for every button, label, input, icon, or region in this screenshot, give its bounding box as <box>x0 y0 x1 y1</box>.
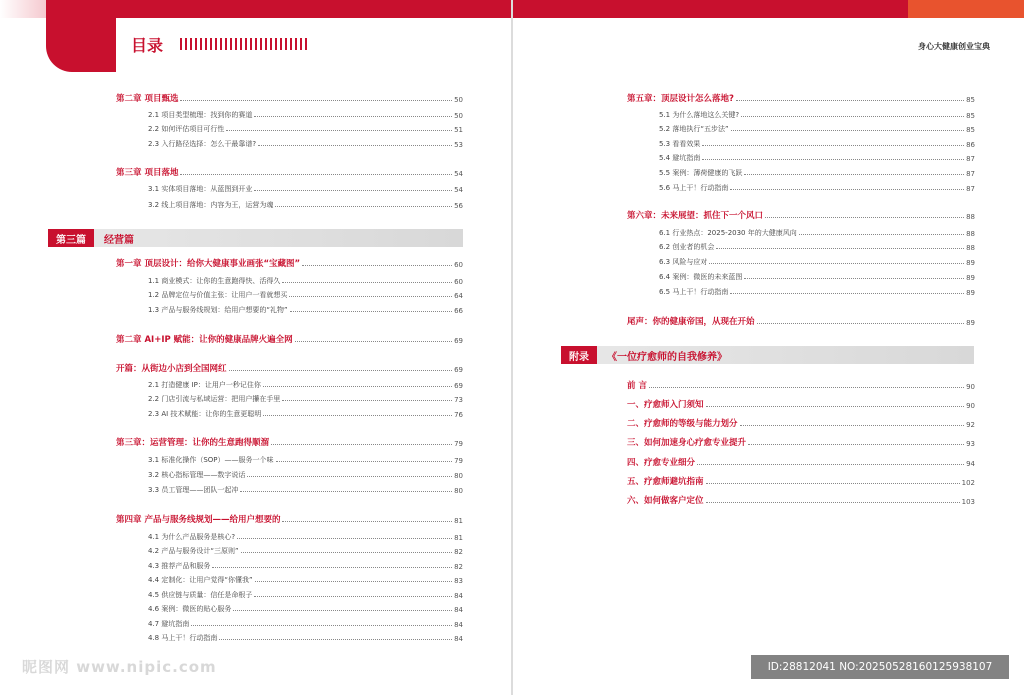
banner-tab <box>46 0 116 72</box>
part-name: 经营篇 <box>104 234 134 246</box>
toc-section-entry[interactable] <box>116 602 463 614</box>
toc-entry-title: 六、如何做客户定位 <box>627 496 704 506</box>
toc-entry-title: 2.1 打造健康 IP：让用户一秒记住你 <box>148 381 261 389</box>
toc-page-number: 87 <box>966 170 975 178</box>
toc-section-entry[interactable] <box>627 122 975 134</box>
toc-entry-title: 6.1 行业热点：2025-2030 年的大健康风向 <box>659 229 797 237</box>
toc-section-entry[interactable] <box>116 559 463 571</box>
toc-page-number: 69 <box>454 382 463 390</box>
toc-page-number: 54 <box>454 170 463 178</box>
toc-title: 目录 <box>131 36 164 55</box>
toc-chapter-entry[interactable] <box>627 398 975 410</box>
toc-section-entry[interactable] <box>116 407 463 419</box>
toc-leader-dots <box>730 293 964 294</box>
toc-chapter-entry[interactable] <box>627 436 975 448</box>
toc-entry-title: 第六章：未来展望：抓住下一个风口 <box>627 211 764 221</box>
toc-leader-dots <box>716 248 964 249</box>
toc-page-number: 83 <box>454 577 463 585</box>
toc-page-number: 60 <box>454 278 463 286</box>
toc-page-number: 85 <box>966 96 975 104</box>
toc-leader-dots <box>731 130 964 131</box>
toc-page-number: 60 <box>454 261 463 269</box>
toc-entry-title: 尾声：你的健康帝国，从现在开始 <box>627 317 755 327</box>
toc-leader-dots <box>247 476 452 477</box>
toc-section-entry[interactable] <box>116 588 463 600</box>
toc-leader-dots <box>741 116 964 117</box>
toc-entry-title: 3.1 实体项目落地：从蓝图到开业 <box>148 185 253 193</box>
toc-page-number: 56 <box>454 202 463 210</box>
toc-entry-title: 3.1 标准化操作（SOP）——服务一个味 <box>148 456 274 464</box>
toc-section-entry[interactable] <box>116 137 463 149</box>
toc-page-number: 89 <box>966 289 975 297</box>
toc-page-number: 90 <box>966 402 975 410</box>
top-banner <box>513 0 908 18</box>
toc-section-entry[interactable] <box>116 631 463 643</box>
toc-leader-dots <box>302 265 452 266</box>
toc-section-entry[interactable] <box>116 392 463 404</box>
toc-entry-title: 6.4 案例：微医的未来蓝图 <box>659 273 743 281</box>
toc-entry-title: 5.6 马上干！行动指南 <box>659 184 729 192</box>
toc-chapter-entry[interactable] <box>627 92 975 104</box>
toc-leader-dots <box>649 387 964 388</box>
toc-leader-dots <box>282 400 452 401</box>
toc-page-number: 88 <box>966 213 975 221</box>
toc-page-number: 85 <box>966 126 975 134</box>
toc-page-number: 90 <box>966 383 975 391</box>
toc-entry-title: 3.2 核心指标管理——数字说话 <box>148 471 246 479</box>
toc-entry-title: 6.5 马上干！行动指南 <box>659 288 729 296</box>
toc-section-entry[interactable] <box>627 226 975 238</box>
toc-page-number: 66 <box>454 307 463 315</box>
toc-leader-dots <box>263 386 452 387</box>
toc-section-entry[interactable] <box>116 274 463 286</box>
toc-entry-title: 6.3 风险与应对 <box>659 258 708 266</box>
toc-chapter-entry[interactable] <box>116 92 463 104</box>
toc-page-number: 54 <box>454 186 463 194</box>
toc-leader-dots <box>709 263 964 264</box>
toc-entry-title: 一、疗愈师入门须知 <box>627 400 704 410</box>
toc-leader-dots <box>254 190 452 191</box>
toc-leader-dots <box>282 282 452 283</box>
toc-entry-title: 4.3 推荐产品和服务 <box>148 562 211 570</box>
toc-section-entry[interactable] <box>627 181 975 193</box>
part-tag: 第三篇 <box>48 229 94 247</box>
toc-page-number: 88 <box>966 230 975 238</box>
toc-leader-dots <box>765 217 964 218</box>
toc-page-number: 92 <box>966 421 975 429</box>
toc-page-number: 81 <box>454 517 463 525</box>
toc-page-number: 102 <box>961 479 975 487</box>
toc-entry-title: 开篇：从街边小店到全国网红 <box>116 364 227 374</box>
left-page <box>0 0 511 695</box>
toc-leader-dots <box>233 610 452 611</box>
toc-page-number: 50 <box>454 96 463 104</box>
toc-chapter-entry[interactable] <box>627 379 975 391</box>
toc-entry-title: 5.4 避坑指南 <box>659 154 701 162</box>
toc-page-number: 69 <box>454 337 463 345</box>
toc-entry-title: 第一章 顶层设计：给你大健康事业画张“宝藏图” <box>116 259 301 269</box>
toc-entry-title: 四、疗愈专业细分 <box>627 458 696 468</box>
toc-page-number: 84 <box>454 621 463 629</box>
toc-page-number: 64 <box>454 292 463 300</box>
toc-leader-dots <box>744 174 964 175</box>
toc-page-number: 88 <box>966 244 975 252</box>
toc-entry-title: 4.7 避坑指南 <box>148 620 190 628</box>
toc-entry-title: 第二章 项目甄选 <box>116 94 179 104</box>
banner-fade <box>0 0 46 18</box>
toc-leader-dots <box>289 296 452 297</box>
toc-page-number: 73 <box>454 396 463 404</box>
toc-section-entry[interactable] <box>116 122 463 134</box>
toc-entry-title: 4.8 马上干！行动指南 <box>148 634 218 642</box>
toc-page-number: 85 <box>966 112 975 120</box>
appendix-heading <box>561 346 974 364</box>
toc-entry-title: 5.2 落地执行“五步法” <box>659 125 729 133</box>
toc-leader-dots <box>254 596 452 597</box>
toc-page-number: 81 <box>454 534 463 542</box>
toc-section-entry[interactable] <box>627 137 975 149</box>
toc-leader-dots <box>229 370 453 371</box>
toc-entry-title: 6.2 创业者的机会 <box>659 243 715 251</box>
toc-page-number: 76 <box>454 411 463 419</box>
toc-chapter-entry[interactable] <box>627 209 975 221</box>
toc-leader-dots <box>736 100 964 101</box>
toc-leader-dots <box>799 234 964 235</box>
toc-page-number: 89 <box>966 259 975 267</box>
toc-leader-dots <box>180 100 452 101</box>
toc-entry-title: 1.2 品牌定位与价值主张：让用户一看就想买 <box>148 291 288 299</box>
watermark-right: ID:28812041 NO:20250528160125938107 <box>751 655 1009 679</box>
toc-page-number: 87 <box>966 185 975 193</box>
toc-leader-dots <box>706 502 960 503</box>
toc-leader-dots <box>258 145 452 146</box>
toc-section-entry[interactable] <box>627 108 975 120</box>
toc-chapter-entry[interactable] <box>116 436 463 448</box>
toc-page-number: 50 <box>454 112 463 120</box>
toc-chapter-entry[interactable] <box>116 257 463 269</box>
toc-entry-title: 二、疗愈师的等级与能力划分 <box>627 419 738 429</box>
toc-section-entry[interactable] <box>627 166 975 178</box>
toc-entry-title: 三、如何加速身心疗愈专业提升 <box>627 438 747 448</box>
toc-entry-title: 2.2 门店引流与私域运营：把用户攥在手里 <box>148 395 281 403</box>
title-decoration-bars <box>180 38 307 50</box>
toc-section-entry[interactable] <box>627 255 975 267</box>
toc-leader-dots <box>276 461 453 462</box>
toc-leader-dots <box>191 625 452 626</box>
toc-leader-dots <box>271 444 452 445</box>
toc-section-entry[interactable] <box>627 240 975 252</box>
toc-entry-title: 4.6 案例：微医的贴心服务 <box>148 605 232 613</box>
toc-leader-dots <box>240 491 452 492</box>
toc-page-number: 82 <box>454 563 463 571</box>
toc-section-entry[interactable] <box>116 453 463 465</box>
toc-entry-title: 5.3 看看效果 <box>659 140 701 148</box>
toc-entry-title: 1.1 商业模式：让你的生意跑得快、活得久 <box>148 277 281 285</box>
toc-entry-title: 4.5 供应链与质量：信任是命根子 <box>148 591 253 599</box>
toc-chapter-entry[interactable] <box>116 513 463 525</box>
toc-page-number: 79 <box>454 457 463 465</box>
toc-section-entry[interactable] <box>116 108 463 120</box>
toc-leader-dots <box>730 189 964 190</box>
toc-leader-dots <box>748 444 964 445</box>
toc-page-number: 84 <box>454 635 463 643</box>
toc-leader-dots <box>237 538 452 539</box>
toc-leader-dots <box>226 130 452 131</box>
toc-section-entry[interactable] <box>627 151 975 163</box>
toc-chapter-entry[interactable] <box>627 494 975 506</box>
toc-entry-title: 2.1 项目类型梳理：找到你的赛道 <box>148 111 253 119</box>
toc-entry-title: 3.3 员工管理——团队一起冲 <box>148 486 239 494</box>
toc-entry-title: 4.2 产品与服务设计“三原则” <box>148 547 239 555</box>
toc-entry-title: 4.4 定制化：让用户觉得“你懂我” <box>148 576 253 584</box>
toc-page-number: 84 <box>454 592 463 600</box>
running-head: 身心大健康创业宝典 <box>918 42 990 51</box>
toc-leader-dots <box>282 521 452 522</box>
toc-chapter-entry[interactable] <box>627 456 975 468</box>
toc-entry-title: 2.3 入行路径选择：怎么干最靠谱? <box>148 140 257 148</box>
toc-entry-title: 5.1 为什么落地这么关键? <box>659 111 740 119</box>
toc-leader-dots <box>180 174 452 175</box>
toc-page-number: 51 <box>454 126 463 134</box>
watermark-left: 昵图网 www.nipic.com <box>22 658 217 676</box>
toc-entry-title: 第三章 项目落地 <box>116 168 179 178</box>
toc-chapter-entry[interactable] <box>627 315 975 327</box>
toc-page-number: 53 <box>454 141 463 149</box>
toc-entry-title: 2.3 AI 技术赋能：让你的生意更聪明 <box>148 410 262 418</box>
toc-entry-title: 2.2 如何评估项目可行性 <box>148 125 225 133</box>
top-banner-accent <box>908 0 1024 18</box>
toc-page-number: 86 <box>966 141 975 149</box>
toc-section-entry[interactable] <box>116 544 463 556</box>
toc-page-number: 93 <box>966 440 975 448</box>
toc-leader-dots <box>255 581 452 582</box>
toc-section-entry[interactable] <box>116 303 463 315</box>
toc-chapter-entry[interactable] <box>627 475 975 487</box>
toc-section-entry[interactable] <box>627 285 975 297</box>
toc-leader-dots <box>254 116 452 117</box>
toc-leader-dots <box>740 425 965 426</box>
toc-entry-title: 第三章：运营管理：让你的生意跑得顺溜 <box>116 438 270 448</box>
toc-leader-dots <box>212 567 452 568</box>
toc-page-number: 103 <box>961 498 975 506</box>
toc-entry-title: 4.1 为什么产品服务是核心? <box>148 533 236 541</box>
toc-section-entry[interactable] <box>116 483 463 495</box>
appendix-name: 《一位疗愈师的自我修养》 <box>607 351 727 363</box>
toc-page-number: 69 <box>454 366 463 374</box>
toc-entry-title: 第五章：顶层设计怎么落地? <box>627 94 734 104</box>
toc-chapter-entry[interactable] <box>116 362 463 374</box>
right-page <box>513 0 1024 695</box>
toc-section-entry[interactable] <box>116 573 463 585</box>
toc-section-entry[interactable] <box>116 288 463 300</box>
toc-entry-title: 5.5 案例：薄荷健康的飞跃 <box>659 169 743 177</box>
toc-section-entry[interactable] <box>116 617 463 629</box>
toc-section-entry[interactable] <box>627 270 975 282</box>
toc-leader-dots <box>706 406 965 407</box>
toc-entry-title: 第二章 AI+IP 赋能：让你的健康品牌火遍全网 <box>116 335 293 345</box>
toc-section-entry[interactable] <box>116 198 463 210</box>
toc-entry-title: 前 言 <box>627 381 647 391</box>
toc-page-number: 79 <box>454 440 463 448</box>
toc-leader-dots <box>757 323 965 324</box>
toc-section-entry[interactable] <box>116 530 463 542</box>
toc-page-number: 94 <box>966 460 975 468</box>
toc-leader-dots <box>263 415 452 416</box>
toc-leader-dots <box>275 206 452 207</box>
toc-section-entry[interactable] <box>116 182 463 194</box>
toc-entry-title: 3.2 线上项目落地：内容为王，运营为魂 <box>148 201 274 209</box>
toc-entry-title: 第四章 产品与服务线规划——给用户想要的 <box>116 515 281 525</box>
part-heading <box>48 229 463 247</box>
toc-entry-title: 五、疗愈师避坑指南 <box>627 477 704 487</box>
appendix-tag: 附录 <box>561 346 597 364</box>
toc-leader-dots <box>241 552 452 553</box>
toc-page-number: 82 <box>454 548 463 556</box>
toc-section-entry[interactable] <box>116 468 463 480</box>
toc-page-number: 84 <box>454 606 463 614</box>
toc-leader-dots <box>290 311 452 312</box>
toc-leader-dots <box>702 159 964 160</box>
toc-leader-dots <box>702 145 964 146</box>
toc-page-number: 80 <box>454 487 463 495</box>
toc-page-number: 87 <box>966 155 975 163</box>
toc-page-number: 89 <box>966 319 975 327</box>
toc-leader-dots <box>744 278 964 279</box>
toc-leader-dots <box>706 483 960 484</box>
toc-section-entry[interactable] <box>116 378 463 390</box>
toc-leader-dots <box>697 464 964 465</box>
toc-page-number: 80 <box>454 472 463 480</box>
toc-chapter-entry[interactable] <box>116 166 463 178</box>
toc-entry-title: 1.3 产品与服务线规划：给用户想要的“礼物” <box>148 306 288 314</box>
toc-leader-dots <box>219 639 452 640</box>
toc-chapter-entry[interactable] <box>627 417 975 429</box>
toc-leader-dots <box>295 341 452 342</box>
toc-page-number: 89 <box>966 274 975 282</box>
toc-chapter-entry[interactable] <box>116 333 463 345</box>
